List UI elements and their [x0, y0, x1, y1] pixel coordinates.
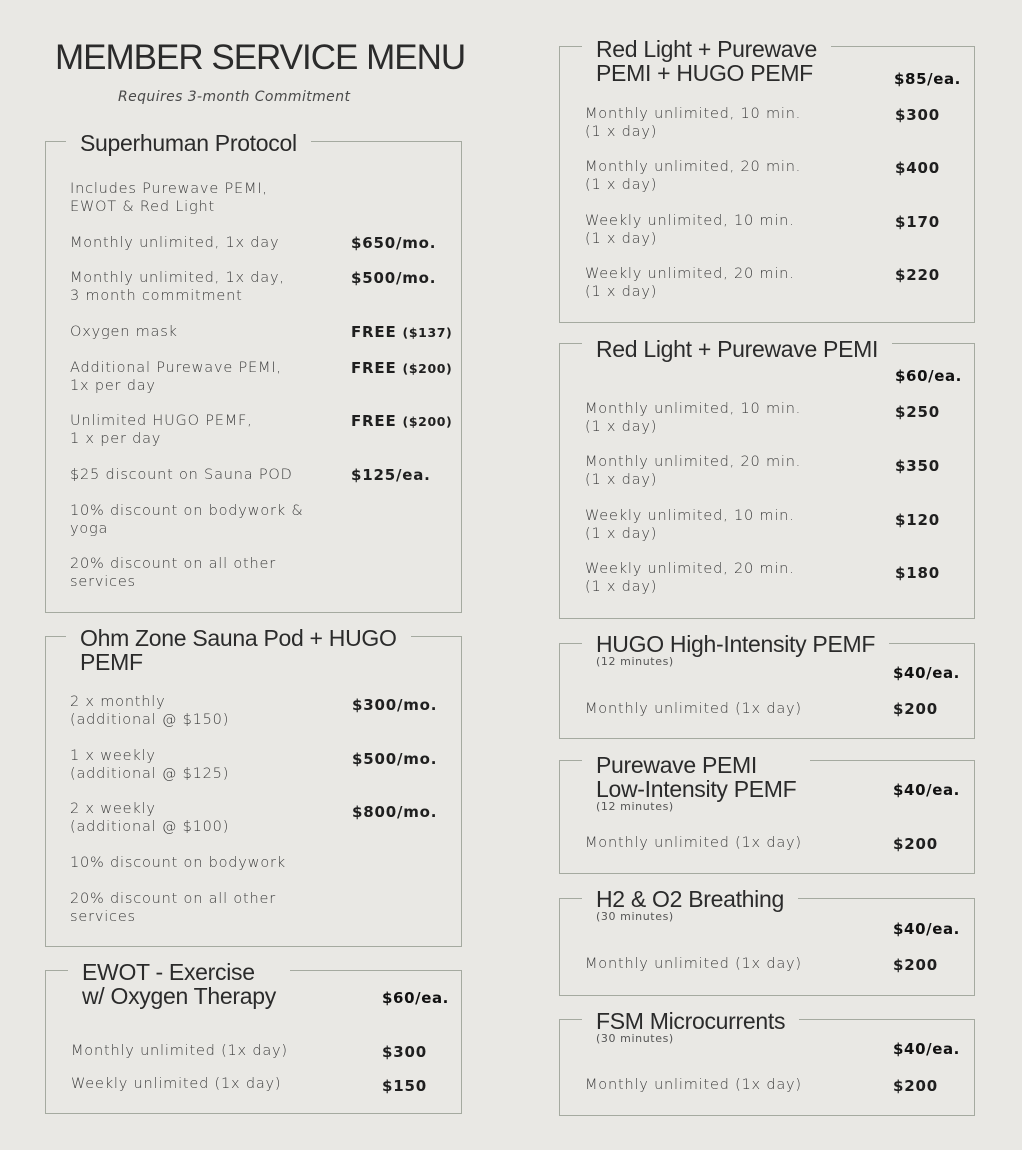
red-purewave-hugo-title: Red Light + Purewave PEMI + HUGO PEMF — [582, 37, 831, 85]
ohm-zone-title: Ohm Zone Sauna Pod + HUGO PEMF — [66, 626, 411, 674]
item-label: (1 x day) — [585, 284, 658, 300]
item-label: (additional @ $100) — [70, 819, 230, 835]
h2-o2-title: H2 & O2 Breathing (30 minutes) — [582, 887, 798, 923]
item-label: Weekly unlimited, 20 min. — [585, 561, 795, 577]
item-label: $25 discount on Sauna POD — [70, 467, 293, 483]
item-price-note: ($200) — [402, 414, 453, 429]
item-price: $200 — [893, 956, 938, 974]
item-price: $300 — [895, 106, 940, 124]
ewot-title: EWOT - Exercise w/ Oxygen Therapy — [68, 960, 290, 1008]
item-label: Weekly unlimited (1x day) — [71, 1076, 282, 1092]
item-label: 2 x weekly — [70, 801, 156, 817]
item-label: Monthly unlimited, 1x day, — [70, 270, 285, 286]
item-label: Monthly unlimited, 1x day — [70, 235, 280, 251]
item-label: Includes Purewave PEMI, — [70, 181, 268, 197]
ewot-per-session-price: $60/ea. — [382, 989, 449, 1007]
item-label: Monthly unlimited (1x day) — [585, 956, 802, 972]
item-label: Monthly unlimited, 10 min. — [585, 401, 802, 417]
red-purewave-hugo-per-session-price: $85/ea. — [894, 70, 961, 88]
item-label: 3 month commitment — [70, 288, 243, 304]
item-price: $650/mo. — [351, 234, 437, 252]
item-label: 1 x per day — [70, 431, 162, 447]
item-label: (1 x day) — [585, 579, 658, 595]
fsm-title: FSM Microcurrents (30 minutes) — [582, 1009, 799, 1045]
h2-o2-duration: (30 minutes) — [596, 910, 674, 923]
item-price: $170 — [895, 213, 940, 231]
item-price: $800/mo. — [352, 803, 438, 821]
hugo-duration: (12 minutes) — [596, 655, 674, 668]
item-price: $220 — [895, 266, 940, 284]
purewave-duration: (12 minutes) — [596, 800, 674, 813]
item-price: $300 — [382, 1043, 427, 1061]
item-price: $350 — [895, 457, 940, 475]
fsm-duration: (30 minutes) — [596, 1032, 674, 1045]
item-label: (1 x day) — [585, 526, 658, 542]
item-label: 10% discount on bodywork — [70, 855, 286, 871]
item-label: Monthly unlimited (1x day) — [71, 1043, 288, 1059]
red-purewave-title: Red Light + Purewave PEMI — [582, 337, 892, 361]
item-label: 20% discount on all other — [70, 891, 276, 907]
item-label: Monthly unlimited, 10 min. — [585, 106, 802, 122]
item-price: $200 — [893, 1077, 938, 1095]
purewave-title: Purewave PEMI Low-Intensity PEMF (12 minutes) — [582, 753, 810, 813]
superhuman-protocol-title: Superhuman Protocol — [66, 131, 311, 155]
item-label: Monthly unlimited, 20 min. — [585, 454, 802, 470]
item-label: Monthly unlimited (1x day) — [585, 835, 802, 851]
item-price: $400 — [895, 159, 940, 177]
page-subtitle: Requires 3-month Commitment — [118, 89, 351, 105]
item-label: (additional @ $125) — [70, 766, 230, 782]
item-label: 10% discount on bodywork & — [70, 503, 304, 519]
item-label: Weekly unlimited, 20 min. — [585, 266, 795, 282]
item-price: $300/mo. — [352, 696, 438, 714]
item-price: $200 — [893, 700, 938, 718]
item-label: Additional Purewave PEMI, — [70, 360, 282, 376]
item-label: services — [70, 909, 136, 925]
red-purewave-per-session-price: $60/ea. — [895, 367, 962, 385]
item-label: EWOT & Red Light — [70, 199, 215, 215]
item-price: $500/mo. — [352, 750, 438, 768]
item-price: $180 — [895, 564, 940, 582]
fsm-per-session-price: $40/ea. — [893, 1040, 960, 1058]
item-price: $125/ea. — [351, 466, 431, 484]
item-price: $250 — [895, 403, 940, 421]
hugo-title: HUGO High-Intensity PEMF (12 minutes) — [582, 632, 889, 668]
item-price: $150 — [382, 1077, 427, 1095]
item-label: Weekly unlimited, 10 min. — [585, 213, 795, 229]
item-label: (1 x day) — [585, 419, 658, 435]
hugo-per-session-price: $40/ea. — [893, 664, 960, 682]
item-price: $120 — [895, 511, 940, 529]
item-label: Monthly unlimited (1x day) — [585, 1077, 802, 1093]
item-price-note: ($137) — [402, 325, 453, 340]
item-label: Unlimited HUGO PEMF, — [70, 413, 253, 429]
item-label: (1 x day) — [585, 177, 658, 193]
item-label: 2 x monthly — [70, 694, 166, 710]
item-label: 20% discount on all other — [70, 556, 276, 572]
item-label: Weekly unlimited, 10 min. — [585, 508, 795, 524]
item-label: services — [70, 574, 136, 590]
item-price-note: ($200) — [402, 361, 453, 376]
item-price: FREE — [351, 412, 397, 430]
item-price: $500/mo. — [351, 269, 437, 287]
item-label: (1 x day) — [585, 124, 658, 140]
page-title: MEMBER SERVICE MENU — [55, 38, 466, 77]
item-label: Oxygen mask — [70, 324, 178, 340]
h2-o2-per-session-price: $40/ea. — [893, 920, 960, 938]
item-label: Monthly unlimited (1x day) — [585, 701, 802, 717]
item-label: (additional @ $150) — [70, 712, 230, 728]
item-label: yoga — [70, 521, 109, 537]
item-price: $200 — [893, 835, 938, 853]
item-label: Monthly unlimited, 20 min. — [585, 159, 802, 175]
purewave-per-session-price: $40/ea. — [893, 781, 960, 799]
item-label: (1 x day) — [585, 472, 658, 488]
item-label: 1x per day — [70, 378, 156, 394]
item-price: FREE — [351, 323, 397, 341]
item-label: (1 x day) — [585, 231, 658, 247]
item-price: FREE — [351, 359, 397, 377]
item-label: 1 x weekly — [70, 748, 156, 764]
